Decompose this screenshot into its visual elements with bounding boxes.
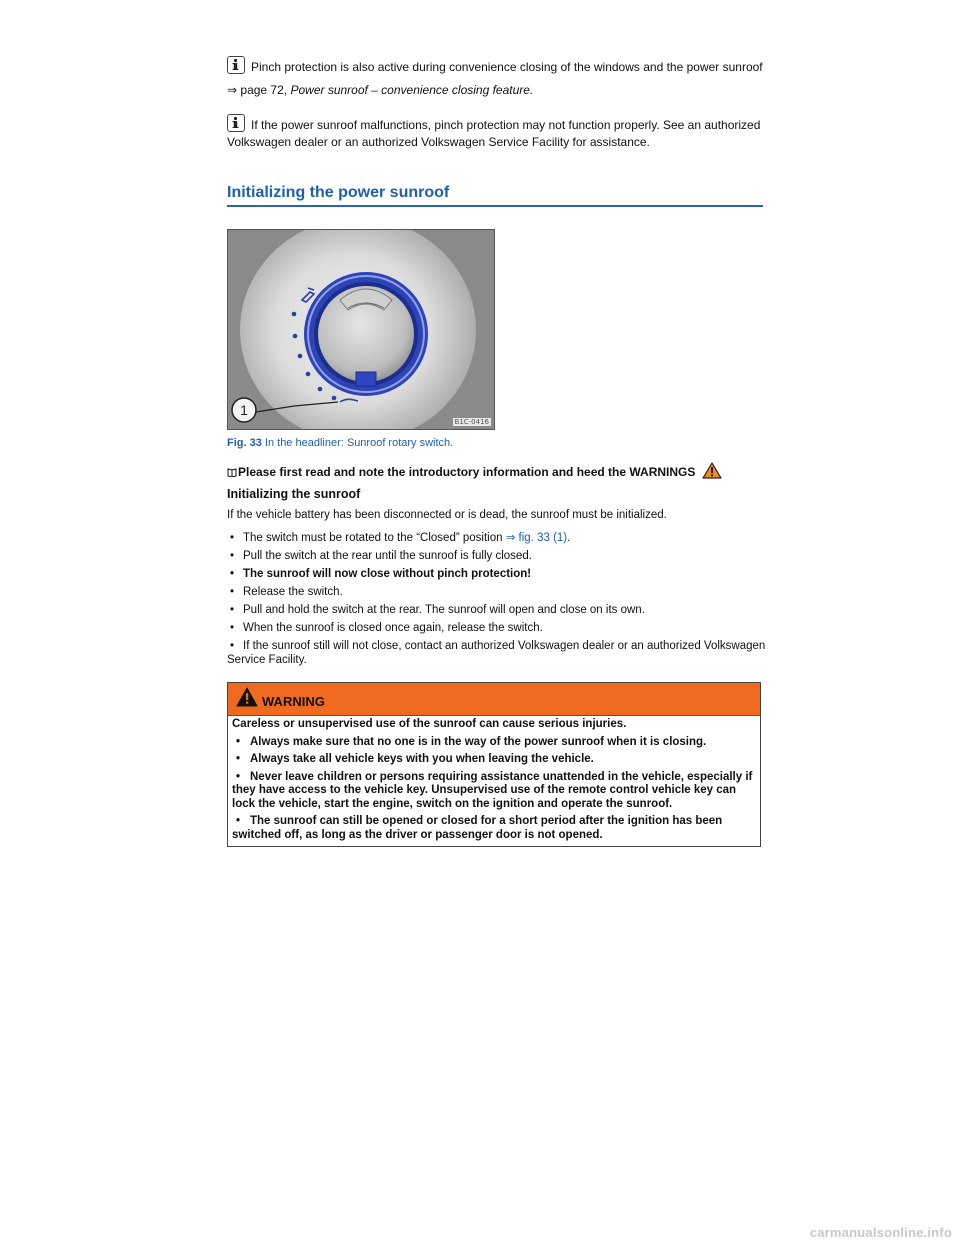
list-item: • When the sunroof is closed once again, release the switch. (230, 622, 543, 634)
reference-title-link[interactable]: Power sunroof – convenience closing feature. (290, 83, 534, 97)
warning-title: WARNING (262, 694, 325, 709)
warning-triangle-icon (236, 687, 258, 707)
list-item: • Release the switch. (230, 586, 343, 598)
list-item: • Pull and hold the switch at the rear. The sunroof will open and close on its own. (230, 604, 645, 616)
warning-lead: Careless or unsupervised use of the sunroof can cause serious injuries. (232, 718, 627, 730)
warning-body (228, 716, 760, 848)
intro-paragraph: If the vehicle battery has been disconnected or is dead, the sunroof must be initialized. (227, 509, 667, 521)
figure-sunroof-switch (227, 229, 495, 430)
section-title: Initializing the power sunroof (227, 184, 763, 207)
info-note-malfunction (227, 114, 767, 151)
info-icon (227, 56, 245, 74)
book-icon (227, 468, 237, 477)
figure-code: B1C-0416 (454, 418, 489, 426)
sunroof-rotary-switch-illustration (228, 230, 495, 430)
figure-caption (227, 437, 453, 449)
caption-text: In the headliner: Sunroof rotary switch. (264, 437, 454, 449)
figure-reference-link[interactable]: ⇒ fig. 33 (1) (505, 532, 568, 544)
warning-box (227, 682, 761, 847)
link-arrow: ⇒ (227, 83, 238, 97)
warning-header (228, 683, 760, 716)
warning-triangle-icon[interactable] (702, 462, 722, 479)
note-text: Pinch protection is also active during convenience closing of the windows and the power sunroof (251, 60, 763, 74)
intro-text: Please first read and note the introductory information and heed the WARNINGS (238, 465, 696, 479)
warning-item: • Always take all vehicle keys with you when leaving the vehicle. (236, 753, 594, 765)
list-item: • Pull the switch at the rear until the sunroof is fully closed. (230, 550, 532, 562)
intro-line (227, 462, 722, 479)
warning-item: • Always make sure that no one is in the way of the power sunroof when it is closing. (236, 735, 707, 748)
warning-item: • Never leave children or persons requiring assistance unattended in the vehicle, especially if they have access to the vehicle key. Unsupervised use of the remote control vehicle key can lock the vehicle, start the engine, switch on the ignition and operate the sunroof. (232, 770, 753, 810)
info-note-pinch-protection (227, 56, 767, 99)
subheading: Initializing the sunroof (227, 487, 361, 501)
list-item: • The switch must be rotated to the “Closed” position ⇒ fig. 33 (1). (230, 532, 571, 544)
steps-list (227, 531, 767, 671)
warning-item: • The sunroof can still be opened or closed for a short period after the ignition has been switched off, as long as the driver or passenger door is not opened. (232, 815, 723, 841)
page-reference-link[interactable]: page 72, (240, 83, 288, 97)
list-item: • The sunroof will now close without pinch protection! (230, 568, 532, 580)
list-item: • If the sunroof still will not close, contact an authorized Volkswagen dealer or an authorized Volkswagen Service Facility. (227, 640, 766, 666)
caption-label: Fig. 33 (227, 437, 262, 449)
note-text: If the power sunroof malfunctions, pinch protection may not function properly. See an authorized Volkswagen dealer or an authorized Volkswagen Service Facility for assistance. (227, 118, 761, 149)
figure-callout-number: 1 (240, 402, 248, 418)
info-icon (227, 114, 245, 132)
footer-watermark: carmanualsonline.info (809, 1225, 952, 1240)
